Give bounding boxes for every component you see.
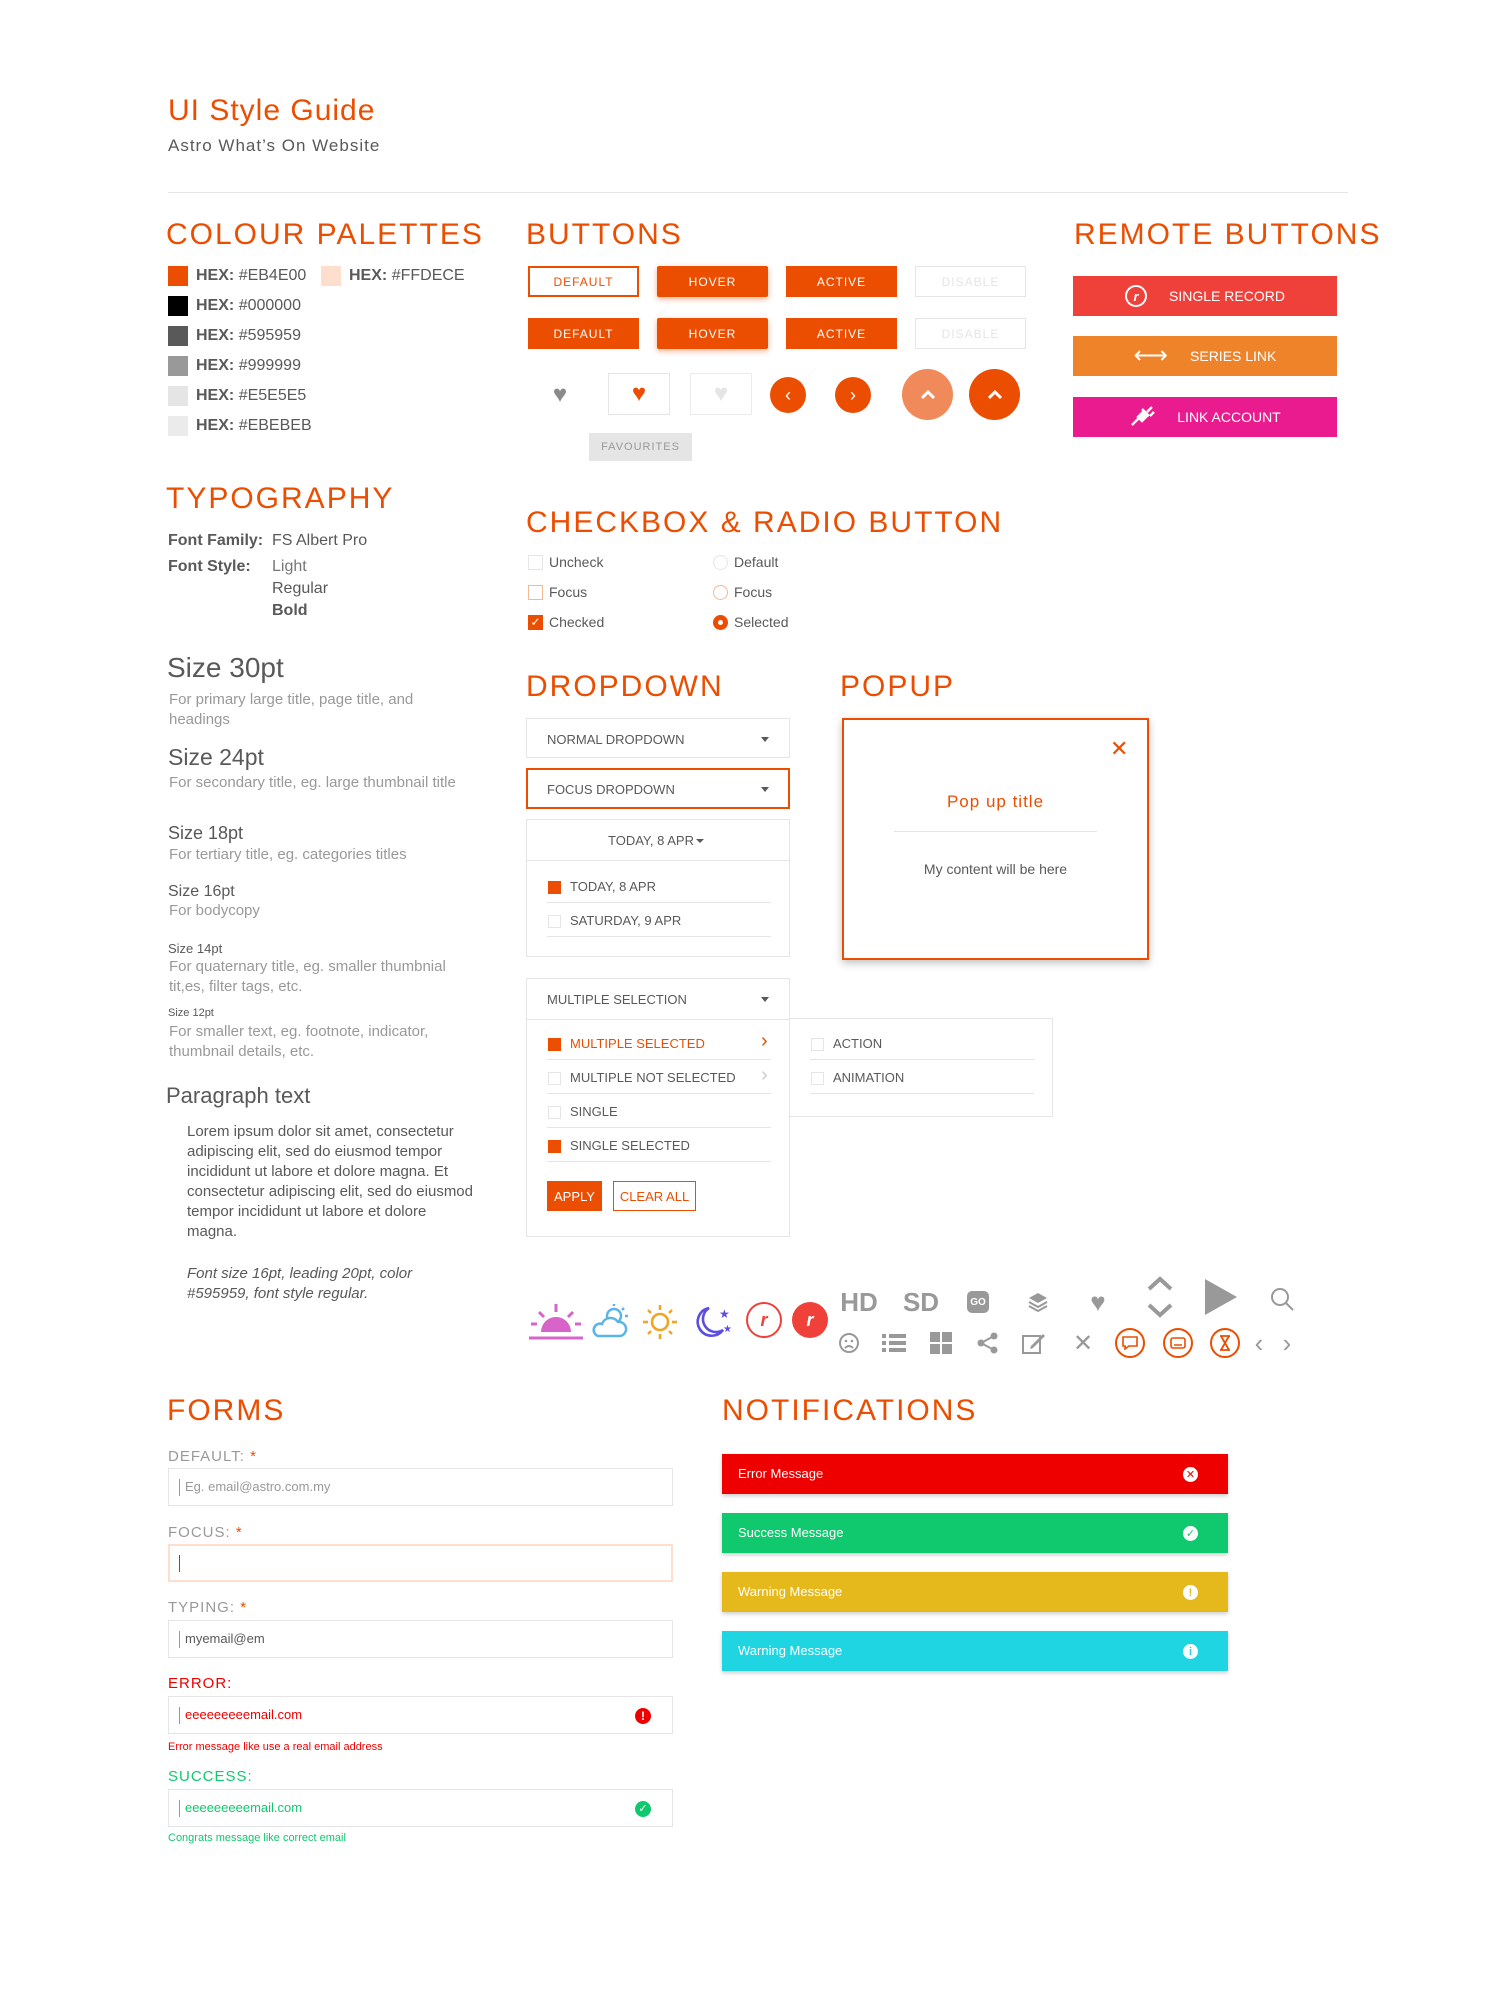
popup-title: Pop up title	[946, 792, 1045, 811]
default-filled-button[interactable]: DEFAULT	[528, 318, 639, 349]
cloudy-day-icon	[590, 1300, 630, 1344]
date-dropdown-divider	[527, 860, 789, 861]
default-field-placeholder: Eg. email@astro.com.my	[185, 1479, 331, 1494]
sort-arrows-icon	[1144, 1274, 1176, 1320]
size-30-desc: For primary large title, page title, and headings	[169, 691, 414, 728]
typing-email-field[interactable]	[168, 1620, 673, 1658]
chevron-down-icon	[761, 787, 769, 792]
multiple-selection-dropdown[interactable]	[526, 978, 790, 1237]
focus-dropdown-label: FOCUS DROPDOWN	[547, 782, 675, 797]
date-option-2-check[interactable]	[548, 915, 561, 928]
size-18-label: Size 18pt	[168, 823, 244, 843]
radio-default-label: Default	[734, 554, 779, 570]
hd-icon: HD	[840, 1286, 878, 1317]
favourite-heart-icon[interactable]: ♥	[608, 373, 670, 415]
swatch-5	[168, 386, 188, 406]
search-icon	[1268, 1284, 1296, 1314]
popup-divider	[894, 831, 1097, 832]
radio-focus[interactable]	[713, 585, 728, 600]
multi-option-4[interactable]: SINGLE SELECTED	[570, 1138, 690, 1153]
radio-default[interactable]	[713, 555, 728, 570]
radio-selected[interactable]	[713, 615, 728, 630]
error-help-text: Error message like use a real email address	[168, 1741, 383, 1753]
active-filled-button[interactable]: ACTIVE	[786, 318, 897, 349]
sun-icon	[640, 1300, 680, 1344]
typing-field-label: TYPING: *	[168, 1599, 248, 1616]
error-field-label: ERROR:	[168, 1675, 233, 1692]
submenu-option-2-check[interactable]	[811, 1072, 824, 1085]
hourglass-icon	[1210, 1328, 1240, 1358]
size-16-desc: For bodycopy	[169, 902, 260, 919]
scroll-up-button[interactable]	[969, 369, 1020, 420]
scroll-up-hover-button[interactable]	[902, 369, 953, 420]
size-30-label: Size 30pt	[167, 652, 284, 683]
normal-dropdown[interactable]	[526, 718, 790, 758]
error-field-value: eeeeeeeeemail.com	[185, 1707, 303, 1722]
default-field-label: DEFAULT: *	[168, 1448, 257, 1465]
focus-dropdown[interactable]	[526, 768, 790, 809]
size-14-label: Size 14pt	[168, 941, 223, 956]
checkbox-heading: CHECKBOX & RADIO BUTTON	[526, 506, 1004, 539]
radio-focus-label: Focus	[734, 584, 773, 600]
disabled-heart-icon: ♥	[690, 373, 752, 415]
chevron-right-icon: ›	[1282, 1327, 1292, 1358]
warning-notification: Warning Message !	[722, 1572, 1228, 1612]
submenu-option-1[interactable]: ACTION	[833, 1036, 883, 1051]
dropdown-heading: DROPDOWN	[526, 670, 724, 703]
play-icon	[1201, 1276, 1241, 1318]
multi-divider-1	[547, 1059, 771, 1060]
grid-icon	[928, 1330, 954, 1356]
size-14-desc: For quaternary title, eg. smaller thumbnial tit,es, filter tags, etc.	[169, 958, 446, 995]
date-option-1-check[interactable]	[548, 881, 561, 894]
font-family-value: FS Albert Pro	[272, 532, 368, 549]
swatch-7	[321, 266, 341, 286]
success-help-text: Congrats message like correct email	[168, 1832, 346, 1844]
sd-icon: SD	[902, 1286, 940, 1317]
date-option-2[interactable]: SATURDAY, 9 APR	[570, 913, 682, 928]
submenu-option-1-check[interactable]	[811, 1038, 824, 1051]
submenu-panel	[789, 1018, 1053, 1117]
default-email-field[interactable]	[168, 1468, 673, 1506]
typing-field-value: myemail@em	[185, 1631, 265, 1646]
multi-option-2-check[interactable]	[548, 1072, 561, 1085]
multi-option-3-check[interactable]	[548, 1106, 561, 1119]
prev-circle-button[interactable]: ‹	[770, 377, 806, 413]
comment-icon	[1115, 1328, 1145, 1358]
multi-option-3[interactable]: SINGLE	[570, 1104, 618, 1119]
hover-filled-button[interactable]: HOVER	[657, 318, 768, 349]
font-style-regular: Regular	[272, 580, 329, 597]
series-link-icon: ⟷	[1133, 342, 1169, 369]
chevron-down-icon	[696, 839, 704, 843]
error-notification: Error Message ✕	[722, 1454, 1228, 1494]
multiple-selection-label: MULTIPLE SELECTION	[547, 992, 687, 1007]
hex-6: HEX: #EBEBEB	[196, 417, 312, 434]
size-16-label: Size 16pt	[168, 883, 235, 900]
record-outline-icon: r	[746, 1302, 782, 1338]
keyboard-icon	[1163, 1328, 1193, 1358]
size-12-label: Size 12pt	[168, 1007, 214, 1019]
paragraph-sample: Lorem ipsum dolor sit amet, consectetur adipiscing elit, sed do eiusmod tempor incididunt ut labore et dolore magna. Et consectetur adipiscing elit, sed do eiusmod tempor incididunt ut labore et dolore magna.	[187, 1123, 473, 1240]
multi-option-1-check[interactable]	[548, 1038, 561, 1051]
night-icon	[688, 1300, 736, 1344]
close-circle-icon[interactable]: ✕	[1183, 1467, 1198, 1482]
font-style-light: Light	[272, 558, 307, 575]
link-account-button[interactable]: LINK ACCOUNT	[1073, 397, 1337, 437]
hex-3: HEX: #595959	[196, 327, 301, 344]
swatch-1	[168, 266, 188, 286]
multi-option-1[interactable]: MULTIPLE SELECTED	[570, 1036, 705, 1051]
heart-icon[interactable]: ♥	[552, 381, 568, 408]
info-notification: Warning Message i	[722, 1631, 1228, 1671]
submenu-divider-1	[810, 1059, 1034, 1060]
swatch-6	[168, 416, 188, 436]
paragraph-title: Paragraph text	[166, 1083, 311, 1108]
hex-2: HEX: #000000	[196, 297, 301, 314]
multi-divider-head	[527, 1019, 789, 1020]
chevron-down-icon	[761, 997, 769, 1002]
multi-divider-4	[547, 1161, 771, 1162]
hover-button[interactable]: HOVER	[657, 266, 768, 297]
svg-text:★: ★	[719, 1307, 730, 1321]
check-circle-icon: ✓	[1183, 1526, 1198, 1541]
chevron-left-icon: ‹	[1254, 1327, 1264, 1358]
size-24-desc: For secondary title, eg. large thumbnail title	[169, 774, 456, 791]
swatch-3	[168, 326, 188, 346]
default-button[interactable]: DEFAULT	[528, 266, 639, 297]
heart-grey-icon: ♥	[1090, 1286, 1106, 1317]
apply-button[interactable]: APPLY	[547, 1181, 602, 1211]
series-link-button[interactable]: ⟷ SERIES LINK	[1073, 336, 1337, 376]
typography-heading: TYPOGRAPHY	[166, 482, 395, 515]
text-cursor	[179, 1800, 180, 1817]
focus-field-label: FOCUS: *	[168, 1524, 243, 1541]
popup-heading: POPUP	[840, 670, 956, 703]
layers-icon	[1025, 1288, 1051, 1316]
success-email-field[interactable]	[168, 1789, 673, 1827]
chevron-right-icon: ›	[761, 1064, 768, 1086]
font-family-label: Font Family:	[168, 532, 264, 549]
font-style-label: Font Style:	[168, 558, 251, 575]
header-divider	[168, 192, 1348, 193]
paragraph-note: Font size 16pt, leading 20pt, color #595959, font style regular.	[187, 1265, 413, 1302]
hex-4: HEX: #999999	[196, 357, 301, 374]
date-dropdown[interactable]	[526, 819, 790, 957]
error-email-field[interactable]	[168, 1696, 673, 1734]
sunrise-icon	[526, 1298, 586, 1346]
popup-dialog	[842, 718, 1149, 960]
submenu-divider-2	[810, 1093, 1034, 1094]
disabled-filled-button: DISABLE	[915, 318, 1026, 349]
date-divider-1	[547, 902, 771, 903]
multi-divider-2	[547, 1093, 771, 1094]
active-button[interactable]: ACTIVE	[786, 266, 897, 297]
normal-dropdown-label: NORMAL DROPDOWN	[547, 732, 685, 747]
hex-7: HEX: #FFDECE	[349, 267, 465, 284]
go-icon: GO	[967, 1291, 989, 1313]
success-field-label: SUCCESS:	[168, 1768, 253, 1785]
exclamation-circle-icon: !	[1183, 1585, 1198, 1600]
checkbox-focus[interactable]	[528, 585, 543, 600]
page-subtitle: Astro What’s On Website	[168, 136, 381, 155]
checkbox-checked-label: Checked	[549, 614, 605, 630]
sad-face-icon	[836, 1330, 862, 1356]
font-style-bold: Bold	[272, 602, 308, 619]
radio-selected-label: Selected	[734, 614, 789, 630]
info-circle-icon: i	[1183, 1644, 1198, 1659]
checkbox-checked[interactable]: ✓	[528, 615, 543, 630]
multi-option-4-check[interactable]	[548, 1140, 561, 1153]
chevron-down-icon	[761, 737, 769, 742]
hex-5: HEX: #E5E5E5	[196, 387, 307, 404]
chevron-right-icon: ›	[761, 1030, 768, 1052]
date-option-1[interactable]: TODAY, 8 APR	[570, 879, 656, 894]
success-field-value: eeeeeeeeemail.com	[185, 1800, 303, 1815]
size-24-label: Size 24pt	[168, 744, 264, 770]
notifications-heading: NOTIFICATIONS	[722, 1394, 978, 1427]
svg-text:★: ★	[723, 1324, 732, 1335]
text-cursor	[179, 1707, 180, 1724]
single-record-button[interactable]: r SINGLE RECORD	[1073, 276, 1337, 316]
swatch-4	[168, 356, 188, 376]
checkbox-uncheck[interactable]	[528, 555, 543, 570]
multi-divider-3	[547, 1127, 771, 1128]
plug-icon	[1129, 405, 1155, 430]
checkbox-uncheck-label: Uncheck	[549, 554, 604, 570]
record-icon: r	[1125, 285, 1147, 307]
favourites-tooltip: FAVOURITES	[589, 433, 692, 461]
buttons-heading: BUTTONS	[526, 218, 683, 251]
forms-heading: FORMS	[167, 1394, 286, 1427]
text-cursor	[179, 1479, 180, 1496]
close-icon[interactable]: ✕	[1110, 736, 1129, 761]
next-circle-button[interactable]: ›	[835, 377, 871, 413]
palettes-heading: COLOUR PALETTES	[166, 218, 484, 251]
error-icon: !	[635, 1708, 651, 1724]
multi-option-2[interactable]: MULTIPLE NOT SELECTED	[570, 1070, 736, 1085]
text-cursor	[179, 1555, 180, 1572]
focus-email-field[interactable]	[168, 1544, 673, 1582]
edit-icon	[1020, 1330, 1048, 1356]
share-icon	[975, 1330, 1001, 1356]
swatch-2	[168, 296, 188, 316]
hex-1: HEX: #EB4E00	[196, 267, 307, 284]
size-18-desc: For tertiary title, eg. categories titles	[169, 846, 407, 863]
text-cursor	[179, 1631, 180, 1648]
page-title: UI Style Guide	[168, 94, 376, 127]
size-12-desc: For smaller text, eg. footnote, indicator, thumbnail details, etc.	[169, 1023, 429, 1060]
record-filled-icon: r	[792, 1302, 828, 1338]
disabled-button: DISABLE	[915, 266, 1026, 297]
checkbox-focus-label: Focus	[549, 584, 588, 600]
list-icon	[880, 1330, 908, 1356]
success-check-icon: ✓	[635, 1801, 651, 1817]
submenu-option-2[interactable]: ANIMATION	[833, 1070, 905, 1085]
popup-content: My content will be here	[923, 861, 1068, 877]
remote-buttons-heading: REMOTE BUTTONS	[1074, 218, 1382, 251]
success-notification: Success Message ✓	[722, 1513, 1228, 1553]
date-divider-2	[547, 936, 771, 937]
date-dropdown-label: TODAY, 8 APR	[608, 833, 694, 848]
close-grey-icon: ✕	[1072, 1329, 1094, 1357]
clear-all-button[interactable]: CLEAR ALL	[613, 1181, 696, 1211]
